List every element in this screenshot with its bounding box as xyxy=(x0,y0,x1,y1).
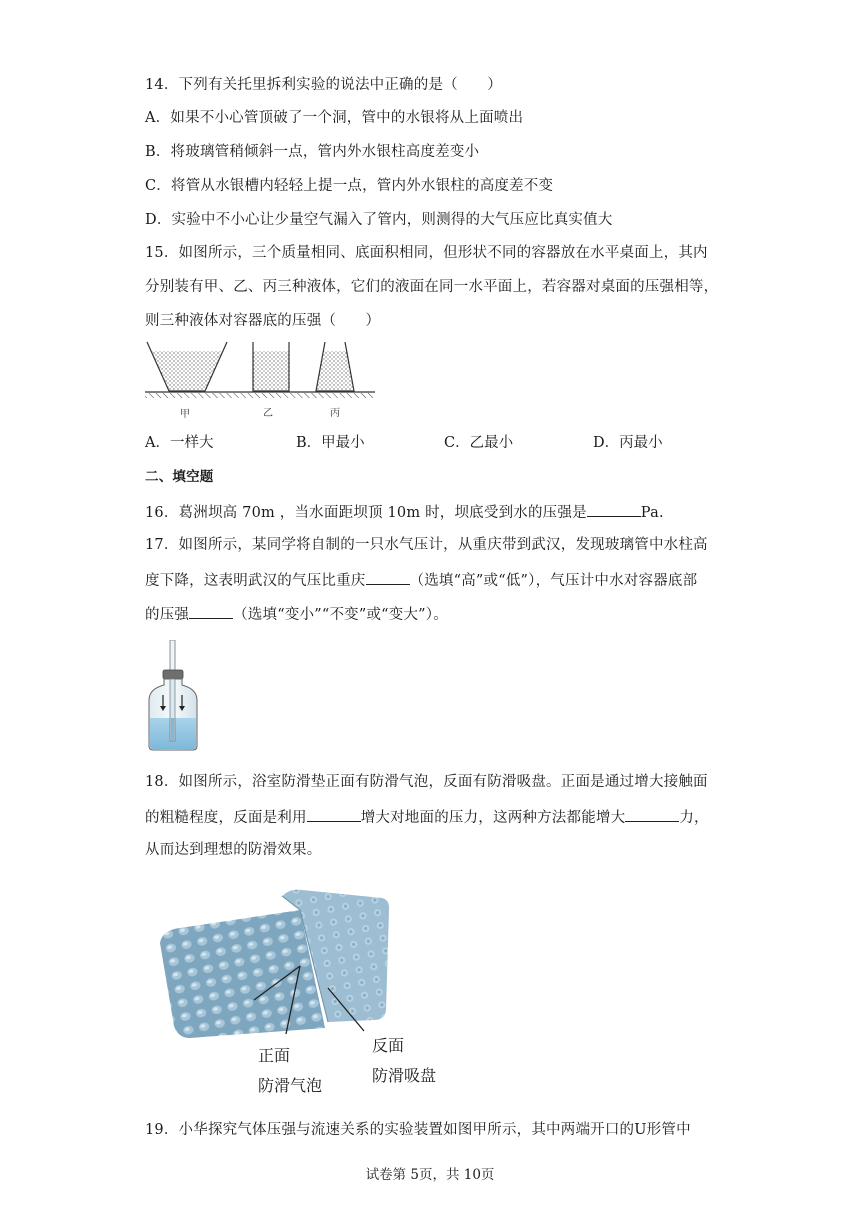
q14-option-a: A．如果不小心管顶破了一个洞，管中的水银将从上面喷出 xyxy=(145,110,524,126)
q15-stem-line2: 分别装有甲、乙、丙三种液体，它们的液面在同一水平面上，若容器对桌面的压强相等， xyxy=(145,279,719,295)
ground-hatch xyxy=(145,393,375,398)
label-front-bubbles: 防滑气泡 xyxy=(258,1076,323,1095)
q17-line2 xyxy=(145,569,697,591)
label-front: 正面 xyxy=(258,1046,291,1065)
container-jia-liquid xyxy=(152,351,222,391)
q15-stem-line3: 则三种液体对容器底的压强（ ） xyxy=(145,313,381,329)
q15-option-d: D．丙最小 xyxy=(593,435,663,451)
q15-option-c: C．乙最小 xyxy=(444,435,514,451)
q16-unit: Pa. xyxy=(640,505,664,521)
q18-line2 xyxy=(145,806,709,828)
tube-water xyxy=(171,718,174,741)
q18-blank-1[interactable] xyxy=(307,806,361,822)
q14-option-b: B．将玻璃管稍倾斜一点，管内外水银柱高度差变小 xyxy=(145,144,480,160)
q16-text: 16．葛洲坝高 70m ，当水面距坝顶 10m 时，坝底受到水的压强是 xyxy=(145,505,587,521)
q14-option-c: C．将管从水银槽内轻轻上提一点，管内外水银柱的高度差不变 xyxy=(145,178,554,194)
bottle-stopper xyxy=(163,670,183,679)
q18-text-b: 增大对地面的压力，这两种方法都能增大 xyxy=(360,810,626,826)
q16-answer-blank[interactable] xyxy=(587,501,641,517)
q18-text-c: 力， xyxy=(679,810,709,826)
q17-barometer-figure xyxy=(143,640,203,752)
q18-text-a: 的粗糙程度，反面是利用 xyxy=(145,810,307,826)
q18-line1: 18．如图所示，浴室防滑垫正面有防滑气泡，反面有防滑吸盘。正面是通过增大接触面 xyxy=(145,774,708,790)
label-back-suction: 防滑吸盘 xyxy=(372,1066,437,1085)
q15-option-a: A．一样大 xyxy=(145,435,214,451)
q17-text-c: 的压强 xyxy=(145,607,190,623)
q17-line1: 17．如图所示，某同学将自制的一只水气压计，从重庆带到武汉，发现玻璃管中水柱高 xyxy=(145,537,708,553)
q18-line3: 从而达到理想的防滑效果。 xyxy=(145,842,322,858)
q14-option-d: D．实验中不小心让少量空气漏入了管内，则测得的大气压应比真实值大 xyxy=(145,212,613,228)
label-bing: 丙 xyxy=(330,408,340,419)
section-heading: 二、填空题 xyxy=(145,469,214,485)
q16-line xyxy=(145,501,664,523)
q17-text-a: 度下降，这表明武汉的气压比重庆 xyxy=(145,573,366,589)
page-footer: 试卷第 5页，共 10页 xyxy=(365,1167,495,1183)
container-yi-liquid xyxy=(253,351,289,391)
q17-text-b: （选填“高”或“低”），气压计中水对容器底部 xyxy=(409,573,698,589)
label-back: 反面 xyxy=(372,1036,405,1055)
q15-option-b: B．甲最小 xyxy=(296,435,365,451)
q17-blank-2[interactable] xyxy=(189,603,233,619)
q18-bathmat-figure xyxy=(150,888,400,1038)
q17-blank-1[interactable] xyxy=(366,569,410,585)
label-yi: 乙 xyxy=(263,408,273,419)
q17-text-d: （选填“变小”“不变”或“变大”）。 xyxy=(233,607,448,623)
q14-stem: 14．下列有关托里拆利实验的说法中正确的是（ ） xyxy=(145,77,502,93)
label-jia: 甲 xyxy=(180,409,190,420)
mat-front-side xyxy=(160,910,325,1038)
q19-line1: 19．小华探究气体压强与流速关系的实验装置如图甲所示，其中两端开口的U形管中 xyxy=(145,1122,691,1138)
q15-stem-line1: 15．如图所示，三个质量相同、底面积相同，但形状不同的容器放在水平桌面上，其内 xyxy=(145,245,708,261)
q18-blank-2[interactable] xyxy=(625,806,679,822)
q17-line3 xyxy=(145,603,448,625)
